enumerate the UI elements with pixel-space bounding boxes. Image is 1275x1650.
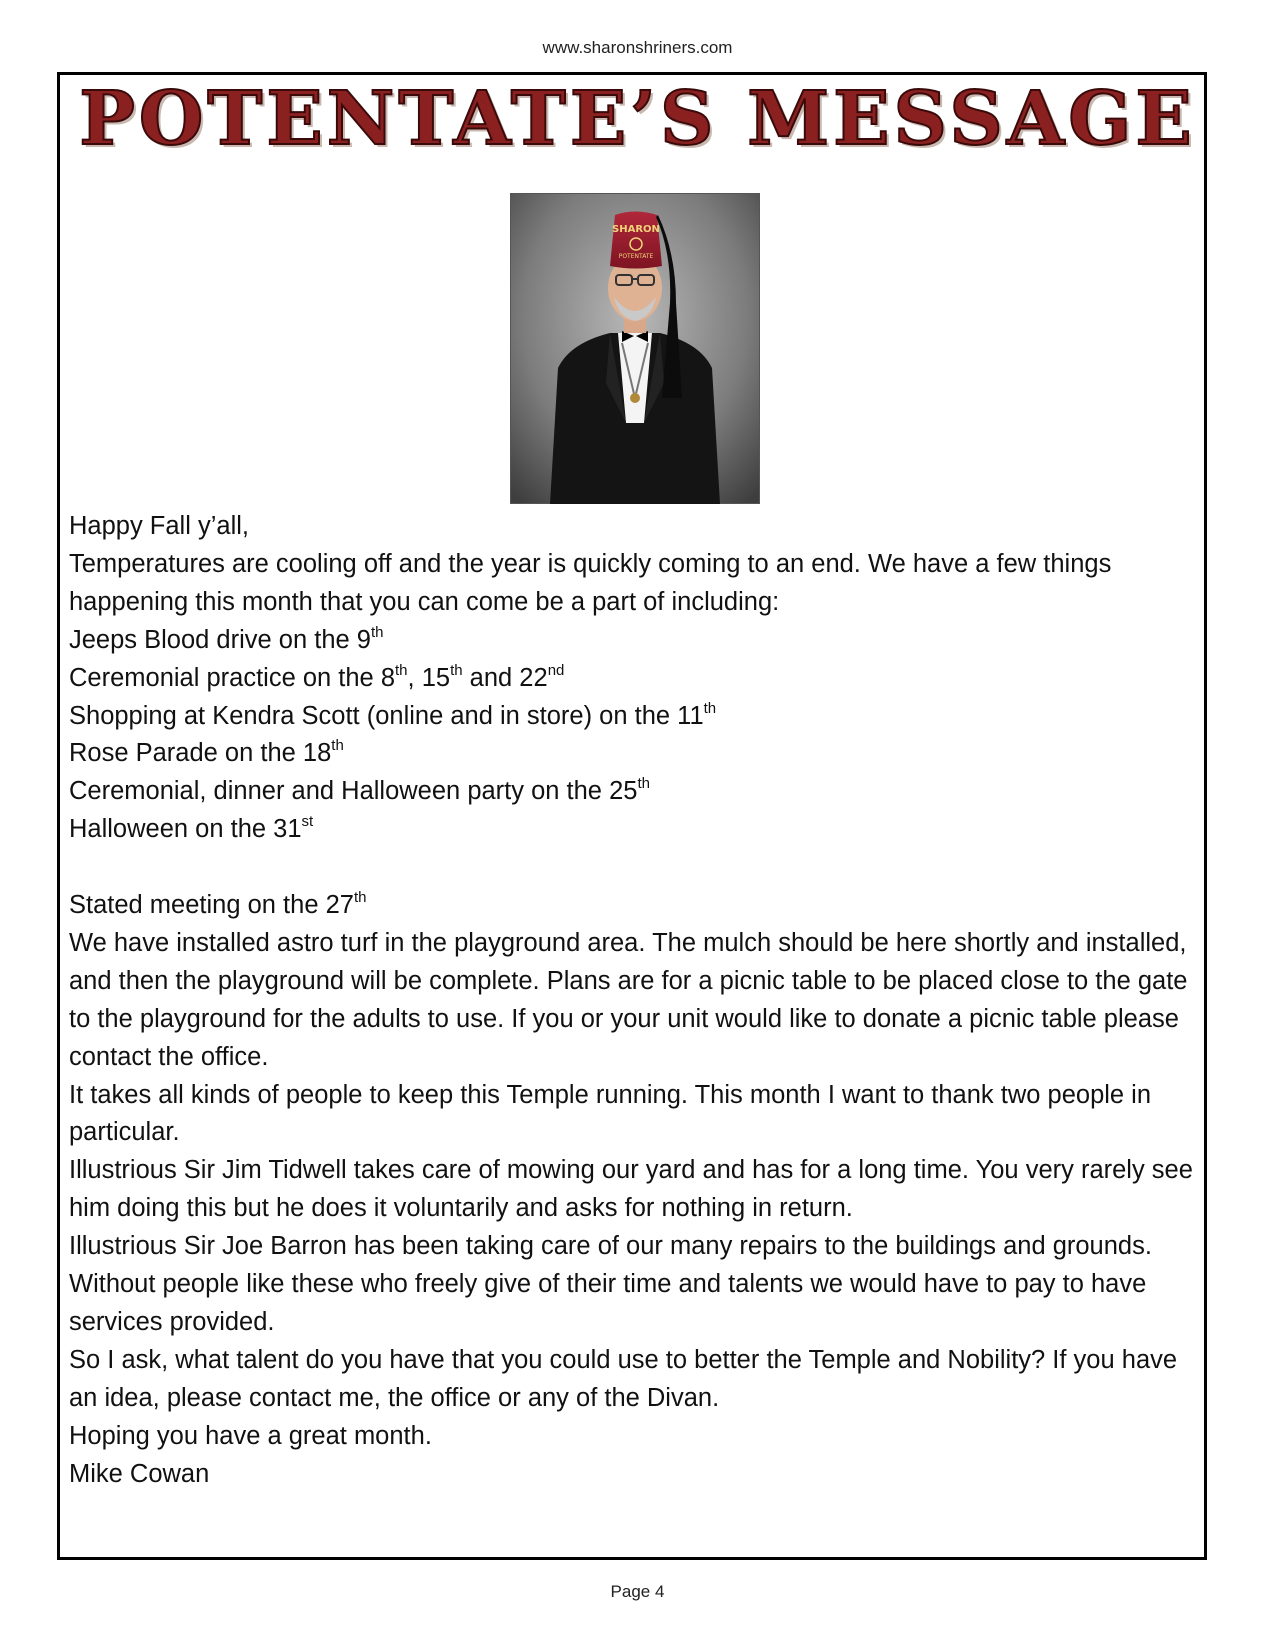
greeting: Happy Fall y’all,: [69, 512, 249, 540]
event-item: Jeeps Blood drive on the 9th: [69, 623, 384, 654]
paragraph: Illustrious Sir Joe Barron has been taking care of our many repairs to the buildings and grounds.: [69, 1232, 1152, 1261]
event-item: Stated meeting on the 27th: [69, 889, 367, 920]
letter-body: [69, 508, 1199, 1494]
website-url: www.sharonshriners.com: [542, 38, 733, 57]
paragraph: Without people like these who freely give of their time and talents we would have to pay to have services provided.: [69, 1270, 1147, 1337]
event-item: Halloween on the 31st: [69, 813, 314, 844]
event-item: Rose Parade on the 18th: [69, 737, 344, 768]
fez-sublabel: POTENTATE: [618, 253, 654, 260]
potentate-portrait: [510, 193, 760, 504]
paragraph: Hoping you have a great month.: [69, 1421, 432, 1450]
paragraph: It takes all kinds of people to keep this Temple running. This month I want to thank two people in particular.: [69, 1080, 1152, 1147]
paragraph: Illustrious Sir Jim Tidwell takes care of mowing our yard and has for a long time. You very rarely see him doing this but he does it voluntarily and asks for nothing in return.: [69, 1156, 1193, 1223]
fez-label: SHARON: [612, 224, 660, 235]
event-item: Ceremonial, dinner and Halloween party on the 25th: [69, 775, 650, 806]
signature: Mike Cowan: [69, 1459, 210, 1488]
paragraph: We have installed astro turf in the playground area. The mulch should be here shortly and installed, and then the playground will be complete. Plans are for a picnic table to be placed close to the gate to the playground for the adults to use. If you or your unit would like to donate a picnic table please contact the office.: [69, 928, 1188, 1071]
blank-line: [69, 849, 1199, 887]
page-title: POTENTATE’S MESSAGE: [79, 76, 1196, 162]
event-item: Ceremonial practice on the 8th, 15th and 22nd: [69, 661, 565, 692]
event-item: Shopping at Kendra Scott (online and in store) on the 11th: [69, 699, 717, 730]
intro-paragraph: Temperatures are cooling off and the year is quickly coming to an end. We have a few things happening this month that you can come be a part of including:: [69, 549, 1112, 616]
page-number: Page 4: [610, 1582, 665, 1601]
paragraph: So I ask, what talent do you have that you could use to better the Temple and Nobility? If you have an idea, please contact me, the office or any of the Divan.: [69, 1345, 1178, 1412]
